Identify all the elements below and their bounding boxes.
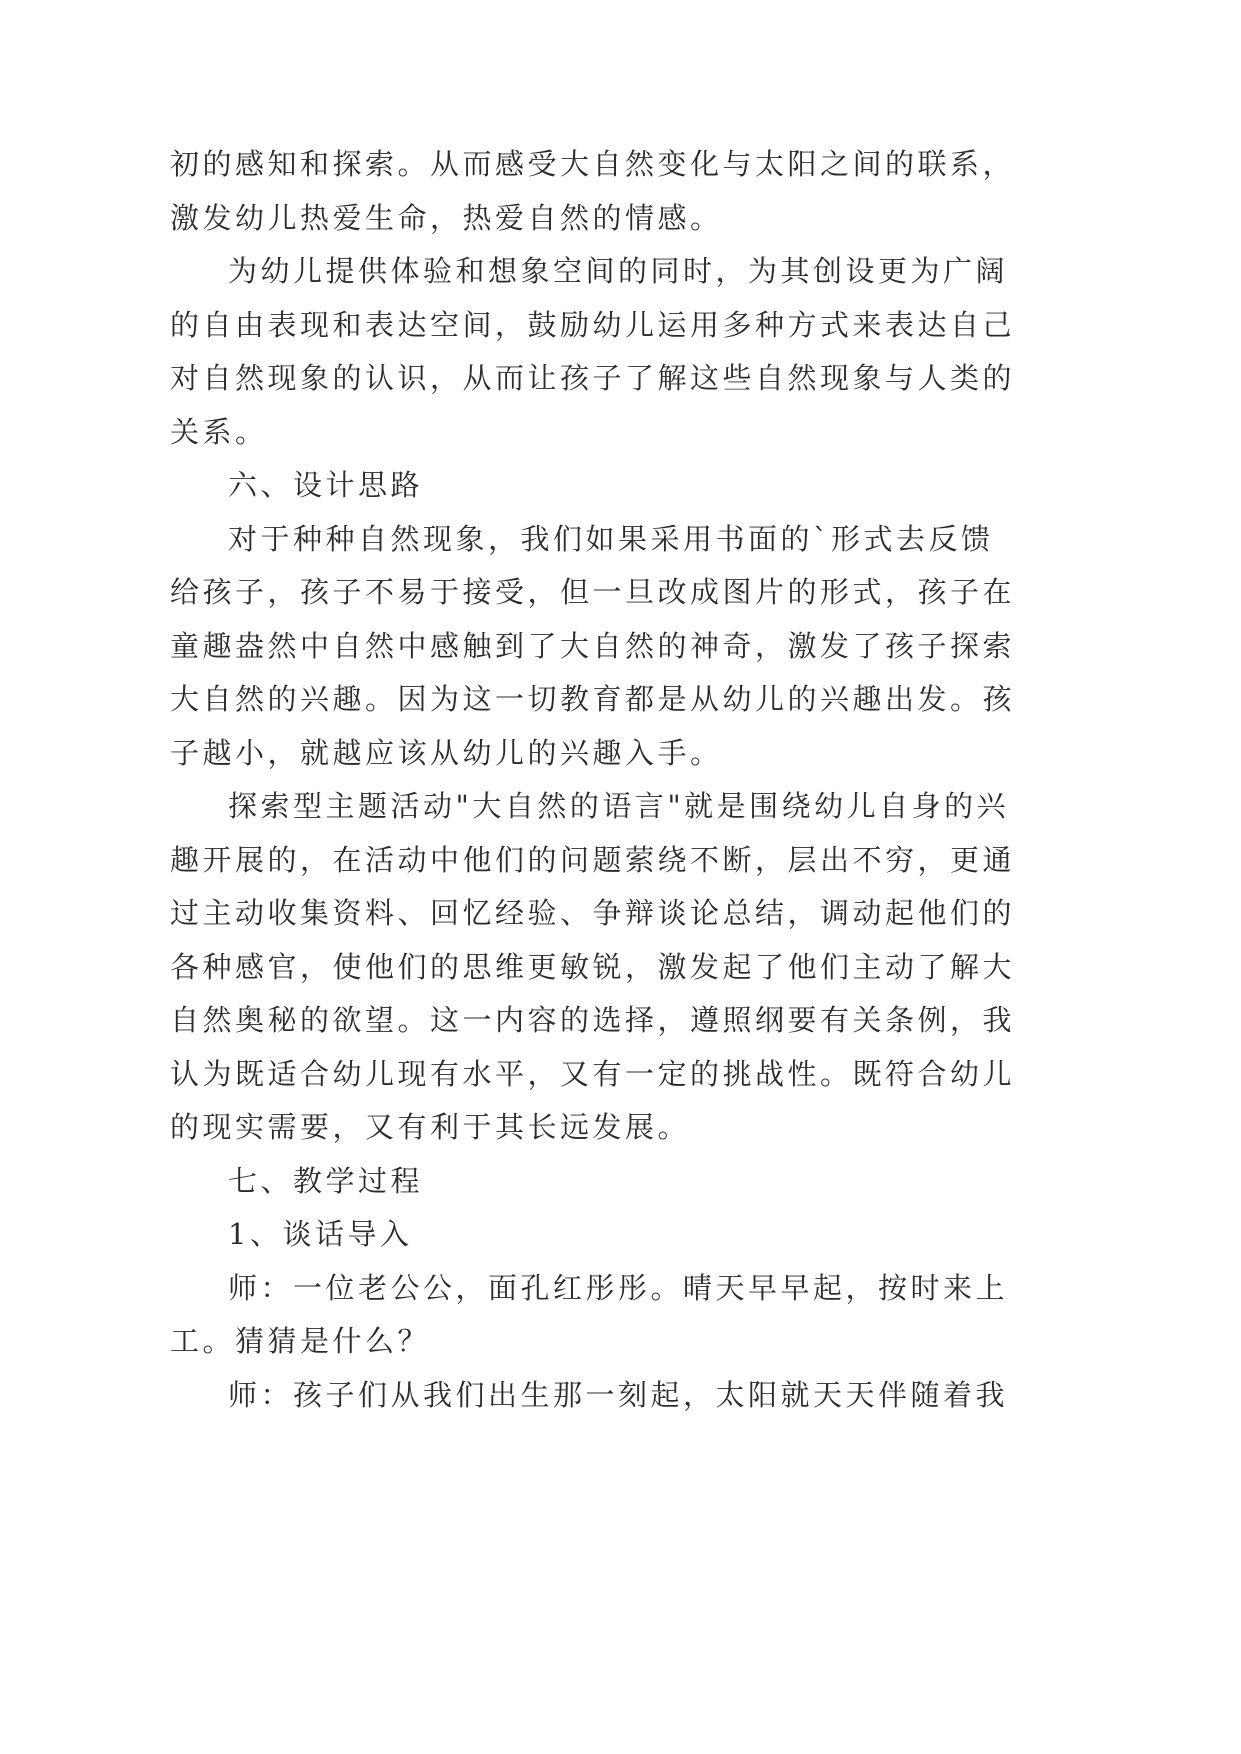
text-line: 给孩子，孩子不易于接受，但一旦改成图片的形式，孩子在 [170,575,1016,609]
text-line: 对于种种自然现象，我们如果采用书面的`形式去反馈 [228,521,994,556]
text-line: 子越小，就越应该从幼儿的兴趣入手。 [170,735,723,770]
text-line: 过主动收集资料、回忆经验、争辩谈论总结，调动起他们的 [170,896,1016,930]
text-line: 认为既适合幼儿现有水平，又有一定的挑战性。既符合幼儿 [170,1056,1016,1091]
text-line: 的自由表现和表达空间，鼓励幼儿运用多种方式来表达自己 [170,307,1016,342]
text-line: 师：一位老公公，面孔红彤彤。晴天早早起，按时来上 [228,1270,1009,1305]
text-line: 童趣盎然中自然中感触到了大自然的神奇，激发了孩子探索 [170,628,1016,663]
text-line: 师：孩子们从我们出生那一刻起，太阳就天天伴随着我 [228,1377,1009,1412]
text-line: 自然奥秘的欲望。这一内容的选择，遵照纲要有关条例，我 [170,1003,1016,1037]
text-line: 关系。 [170,414,268,449]
text-line: 六、设计思路 [228,468,424,502]
text-line: 趣开展的，在活动中他们的问题萦绕不断，层出不穷，更通 [170,842,1016,877]
text-line: 对自然现象的认识，从而让孩子了解这些自然现象与人类的 [170,361,1016,395]
text-line: 的现实需要，又有利于其长远发展。 [170,1110,691,1144]
text-line: 工。猜猜是什么？ [170,1324,431,1358]
text-line: 七、教学过程 [228,1163,424,1198]
text-line: 探索型主题活动"大自然的语言"就是围绕幼儿自身的兴 [228,789,1010,823]
document-body [170,138,1016,1422]
text-line: 大自然的兴趣。因为这一切教育都是从幼儿的兴趣出发。孩 [170,682,1016,716]
text-line: 为幼儿提供体验和想象空间的同时，为其创设更为广阔 [228,254,1009,288]
text-line: 激发幼儿热爱生命，热爱自然的情感。 [170,200,723,235]
text-line: 初的感知和探索。从而感受大自然变化与太阳之间的联系， [170,147,1016,181]
text-line: 各种感官，使他们的思维更敏锐，激发起了他们主动了解大 [170,949,1016,984]
text-line: 1、谈话导入 [228,1217,413,1251]
